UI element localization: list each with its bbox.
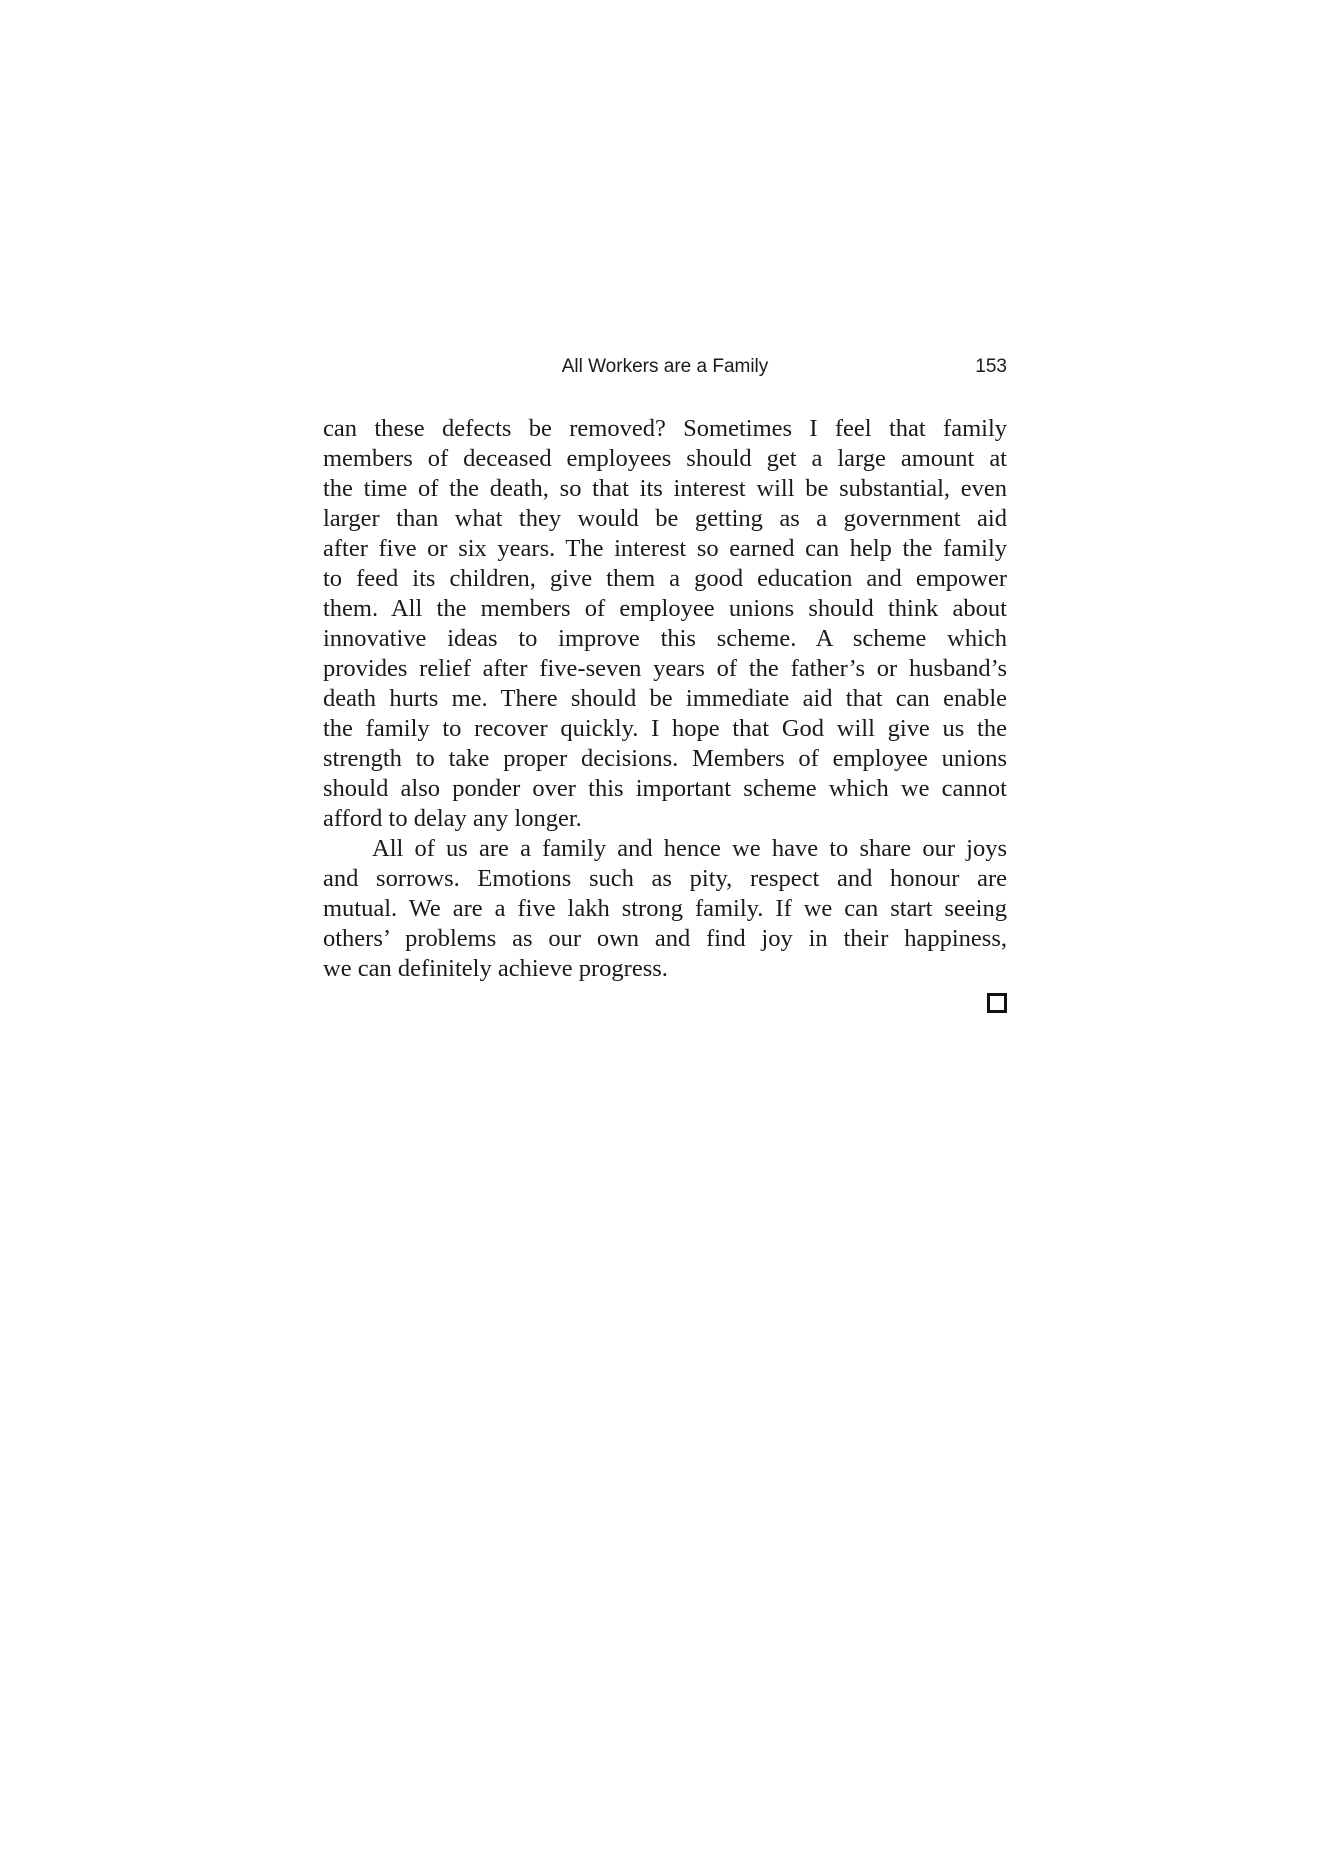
text-line: strength to take proper decisions. Members of employee unions — [323, 745, 1007, 772]
text-line: innovative ideas to improve this scheme. A scheme which — [323, 625, 1007, 652]
end-of-chapter-square-icon — [987, 993, 1007, 1013]
page-header — [323, 356, 1007, 382]
text-line: others’ problems as our own and find joy in their happiness, — [323, 925, 1007, 952]
running-title: All Workers are a Family — [561, 356, 769, 377]
text-line: and sorrows. Emotions such as pity, respect and honour are — [323, 865, 1007, 892]
text-line: All of us are a family and hence we have to share our joys — [372, 835, 1007, 862]
text-line: the time of the death, so that its interest will be substantial, even — [323, 475, 1007, 502]
text-line: can these defects be removed? Sometimes I feel that family — [323, 415, 1007, 442]
text-line: after five or six years. The interest so earned can help the family — [323, 535, 1007, 562]
paragraph-2 — [323, 834, 1007, 984]
body-text — [323, 414, 1007, 984]
text-line: larger than what they would be getting as a government aid — [323, 505, 1007, 532]
text-line: the family to recover quickly. I hope that God will give us the — [323, 715, 1007, 742]
text-line: them. All the members of employee unions should think about — [323, 595, 1007, 622]
page-number: 153 — [975, 356, 1007, 377]
text-line: should also ponder over this important scheme which we cannot — [323, 775, 1007, 802]
text-line: afford to delay any longer. — [323, 805, 582, 832]
text-line: members of deceased employees should get a large amount at — [323, 445, 1007, 472]
text-line: provides relief after five-seven years of the father’s or husband’s — [323, 655, 1007, 682]
text-line: we can definitely achieve progress. — [323, 955, 668, 982]
text-line: death hurts me. There should be immediate aid that can enable — [323, 685, 1007, 712]
paragraph-1 — [323, 414, 1007, 834]
text-line: mutual. We are a five lakh strong family. If we can start seeing — [323, 895, 1007, 922]
text-line: to feed its children, give them a good education and empower — [323, 565, 1007, 592]
